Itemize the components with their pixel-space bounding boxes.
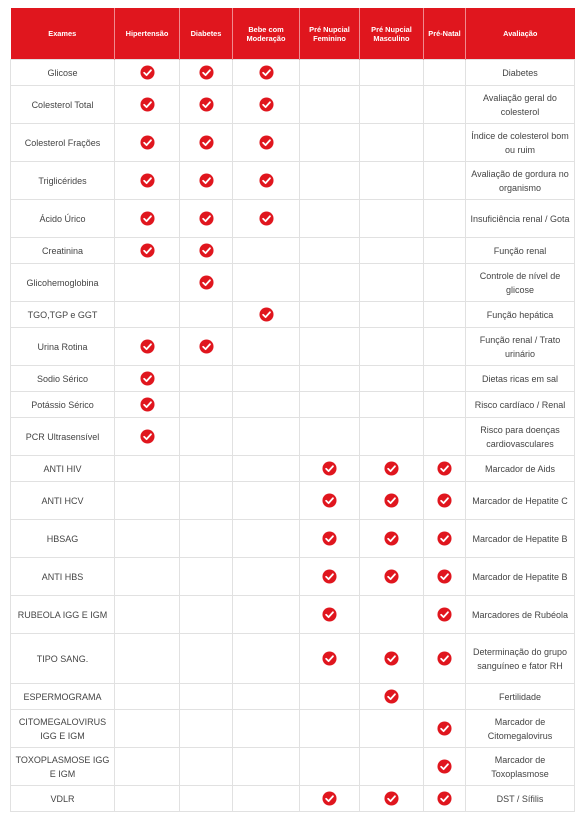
check-cell <box>115 558 180 596</box>
check-cell <box>360 200 424 238</box>
evaluation-cell: Avaliação de gordura no organismo <box>466 162 575 200</box>
check-cell <box>424 366 466 392</box>
check-cell <box>360 418 424 456</box>
check-cell <box>233 124 300 162</box>
check-cell <box>424 684 466 710</box>
evaluation-cell: Função hepática <box>466 302 575 328</box>
check-cell <box>360 748 424 786</box>
table-row <box>11 124 575 162</box>
check-cell <box>360 710 424 748</box>
table-row <box>11 456 575 482</box>
check-cell <box>180 710 233 748</box>
exam-name-cell: ESPERMOGRAMA <box>11 684 115 710</box>
check-cell <box>115 60 180 86</box>
check-cell <box>360 392 424 418</box>
check-circle-icon <box>384 691 399 701</box>
check-cell <box>360 596 424 634</box>
check-cell <box>115 710 180 748</box>
check-cell <box>424 634 466 684</box>
check-cell <box>424 418 466 456</box>
check-cell <box>180 482 233 520</box>
check-cell <box>233 710 300 748</box>
check-cell <box>180 264 233 302</box>
check-circle-icon <box>384 533 399 543</box>
evaluation-cell: Marcador de Citomegalovirus <box>466 710 575 748</box>
table-row <box>11 482 575 520</box>
check-circle-icon <box>384 495 399 505</box>
check-cell <box>233 418 300 456</box>
check-cell <box>300 264 360 302</box>
check-circle-icon <box>199 67 214 77</box>
check-cell <box>233 238 300 264</box>
check-cell <box>360 264 424 302</box>
check-cell <box>115 86 180 124</box>
check-circle-icon <box>199 245 214 255</box>
header-row <box>11 8 575 60</box>
check-cell <box>300 60 360 86</box>
exam-name-cell: HBSAG <box>11 520 115 558</box>
check-cell <box>115 124 180 162</box>
check-cell <box>360 558 424 596</box>
table-row <box>11 238 575 264</box>
check-cell <box>424 200 466 238</box>
check-cell <box>360 328 424 366</box>
check-circle-icon <box>259 175 274 185</box>
check-circle-icon <box>140 245 155 255</box>
check-circle-icon <box>384 463 399 473</box>
check-cell <box>233 786 300 812</box>
check-cell <box>424 456 466 482</box>
check-cell <box>233 86 300 124</box>
check-circle-icon <box>140 373 155 383</box>
check-circle-icon <box>437 463 452 473</box>
exam-name-cell: Ácido Úrico <box>11 200 115 238</box>
exam-name-cell: Triglicérides <box>11 162 115 200</box>
check-circle-icon <box>437 495 452 505</box>
evaluation-cell: Diabetes <box>466 60 575 86</box>
table-row <box>11 786 575 812</box>
table-row <box>11 392 575 418</box>
check-cell <box>115 366 180 392</box>
check-circle-icon <box>384 793 399 803</box>
exam-name-cell: Urina Rotina <box>11 328 115 366</box>
exam-name-cell: Creatinina <box>11 238 115 264</box>
check-cell <box>360 366 424 392</box>
check-cell <box>300 366 360 392</box>
check-cell <box>300 786 360 812</box>
evaluation-cell: Determinação do grupo sanguíneo e fator RH <box>466 634 575 684</box>
check-cell <box>424 238 466 264</box>
check-circle-icon <box>322 609 337 619</box>
exam-name-cell: TIPO SANG. <box>11 634 115 684</box>
check-cell <box>180 60 233 86</box>
evaluation-cell: Marcador de Aids <box>466 456 575 482</box>
check-cell <box>115 456 180 482</box>
evaluation-cell: Marcador de Hepatite B <box>466 520 575 558</box>
check-cell <box>360 162 424 200</box>
exam-name-cell: ANTI HIV <box>11 456 115 482</box>
check-cell <box>424 302 466 328</box>
check-circle-icon <box>322 793 337 803</box>
check-cell <box>360 302 424 328</box>
check-cell <box>233 684 300 710</box>
check-circle-icon <box>322 533 337 543</box>
check-cell <box>424 264 466 302</box>
check-cell <box>233 456 300 482</box>
check-cell <box>424 328 466 366</box>
check-cell <box>180 86 233 124</box>
check-circle-icon <box>140 399 155 409</box>
table-body <box>11 60 575 812</box>
check-cell <box>424 60 466 86</box>
check-cell <box>180 366 233 392</box>
check-cell <box>360 456 424 482</box>
check-cell <box>115 328 180 366</box>
check-cell <box>233 200 300 238</box>
exam-name-cell: CITOMEGALOVIRUS IGG E IGM <box>11 710 115 748</box>
evaluation-cell: Marcador de Hepatite C <box>466 482 575 520</box>
exam-name-cell: PCR Ultrasensível <box>11 418 115 456</box>
check-cell <box>360 60 424 86</box>
header-hipertensao: Hipertensão <box>115 8 180 60</box>
check-cell <box>300 392 360 418</box>
check-cell <box>180 200 233 238</box>
check-circle-icon <box>437 761 452 771</box>
check-cell <box>300 162 360 200</box>
check-cell <box>300 124 360 162</box>
check-cell <box>115 200 180 238</box>
check-cell <box>300 558 360 596</box>
check-circle-icon <box>199 213 214 223</box>
check-cell <box>233 302 300 328</box>
check-cell <box>233 264 300 302</box>
header-diabetes: Diabetes <box>180 8 233 60</box>
check-cell <box>115 482 180 520</box>
check-cell <box>360 684 424 710</box>
exam-name-cell: Colesterol Total <box>11 86 115 124</box>
check-circle-icon <box>140 213 155 223</box>
check-circle-icon <box>199 175 214 185</box>
check-cell <box>424 124 466 162</box>
table-row <box>11 596 575 634</box>
table-row <box>11 302 575 328</box>
check-circle-icon <box>437 723 452 733</box>
check-cell <box>180 684 233 710</box>
check-circle-icon <box>259 99 274 109</box>
check-circle-icon <box>259 213 274 223</box>
evaluation-cell: Função renal / Trato urinário <box>466 328 575 366</box>
table-header <box>11 8 575 60</box>
exam-name-cell: RUBEOLA IGG E IGM <box>11 596 115 634</box>
check-cell <box>115 418 180 456</box>
evaluation-cell: Marcador de Hepatite B <box>466 558 575 596</box>
check-cell <box>233 60 300 86</box>
check-circle-icon <box>199 99 214 109</box>
check-circle-icon <box>259 67 274 77</box>
check-cell <box>115 264 180 302</box>
exam-name-cell: Potássio Sérico <box>11 392 115 418</box>
exam-name-cell: ANTI HCV <box>11 482 115 520</box>
check-cell <box>233 520 300 558</box>
evaluation-cell: Insuficiência renal / Gota <box>466 200 575 238</box>
header-bebe-com-moderacao: Bebe com Moderação <box>233 8 300 60</box>
check-cell <box>180 162 233 200</box>
table-row <box>11 328 575 366</box>
check-cell <box>180 418 233 456</box>
check-circle-icon <box>322 463 337 473</box>
evaluation-cell: Fertilidade <box>466 684 575 710</box>
check-cell <box>180 328 233 366</box>
evaluation-cell: Controle de nível de glicose <box>466 264 575 302</box>
check-cell <box>115 238 180 264</box>
header-pre-nupcial-feminino: Pré Nupcial Feminino <box>300 8 360 60</box>
check-circle-icon <box>140 341 155 351</box>
check-cell <box>233 328 300 366</box>
check-cell <box>300 456 360 482</box>
evaluation-cell: Função renal <box>466 238 575 264</box>
table-row <box>11 558 575 596</box>
check-cell <box>300 634 360 684</box>
check-cell <box>300 710 360 748</box>
check-cell <box>424 596 466 634</box>
check-cell <box>180 558 233 596</box>
check-cell <box>300 238 360 264</box>
exam-name-cell: TOXOPLASMOSE IGG E IGM <box>11 748 115 786</box>
check-cell <box>300 328 360 366</box>
evaluation-cell: Dietas ricas em sal <box>466 366 575 392</box>
check-circle-icon <box>384 653 399 663</box>
table-row <box>11 634 575 684</box>
check-cell <box>300 684 360 710</box>
evaluation-cell: Risco cardíaco / Renal <box>466 392 575 418</box>
check-cell <box>180 456 233 482</box>
check-circle-icon <box>322 571 337 581</box>
check-cell <box>233 596 300 634</box>
check-cell <box>180 786 233 812</box>
evaluation-cell: Índice de colesterol bom ou ruim <box>466 124 575 162</box>
check-cell <box>233 366 300 392</box>
check-cell <box>115 634 180 684</box>
check-cell <box>115 520 180 558</box>
check-cell <box>115 302 180 328</box>
check-cell <box>360 238 424 264</box>
check-cell <box>115 748 180 786</box>
check-cell <box>233 392 300 418</box>
check-cell <box>424 748 466 786</box>
check-cell <box>300 302 360 328</box>
check-circle-icon <box>199 341 214 351</box>
evaluation-cell: DST / Sífilis <box>466 786 575 812</box>
check-cell <box>360 786 424 812</box>
check-circle-icon <box>322 495 337 505</box>
check-cell <box>360 634 424 684</box>
check-cell <box>300 200 360 238</box>
check-cell <box>233 634 300 684</box>
check-cell <box>180 520 233 558</box>
check-circle-icon <box>199 277 214 287</box>
table-row <box>11 684 575 710</box>
check-cell <box>115 596 180 634</box>
check-cell <box>424 786 466 812</box>
check-cell <box>180 392 233 418</box>
check-circle-icon <box>199 137 214 147</box>
exam-name-cell: TGO,TGP e GGT <box>11 302 115 328</box>
check-cell <box>233 162 300 200</box>
check-cell <box>233 482 300 520</box>
check-circle-icon <box>437 609 452 619</box>
check-cell <box>424 558 466 596</box>
table-row <box>11 162 575 200</box>
table-row <box>11 366 575 392</box>
check-circle-icon <box>140 67 155 77</box>
table-row <box>11 60 575 86</box>
check-circle-icon <box>259 309 274 319</box>
exams-table <box>10 8 575 812</box>
check-cell <box>424 86 466 124</box>
check-circle-icon <box>140 99 155 109</box>
exam-name-cell: Glicohemoglobina <box>11 264 115 302</box>
check-circle-icon <box>322 653 337 663</box>
check-cell <box>180 302 233 328</box>
check-circle-icon <box>384 571 399 581</box>
check-cell <box>424 392 466 418</box>
check-cell <box>424 520 466 558</box>
check-cell <box>300 520 360 558</box>
check-circle-icon <box>140 137 155 147</box>
evaluation-cell: Marcadores de Rubéola <box>466 596 575 634</box>
check-cell <box>180 634 233 684</box>
header-exames: Exames <box>11 8 115 60</box>
exam-name-cell: Colesterol Frações <box>11 124 115 162</box>
header-pre-nupcial-masculino: Pré Nupcial Masculino <box>360 8 424 60</box>
check-cell <box>233 558 300 596</box>
check-cell <box>360 520 424 558</box>
check-cell <box>115 684 180 710</box>
table-row <box>11 520 575 558</box>
table-row <box>11 200 575 238</box>
check-cell <box>233 748 300 786</box>
exam-name-cell: VDLR <box>11 786 115 812</box>
check-circle-icon <box>437 571 452 581</box>
exam-name-cell: ANTI HBS <box>11 558 115 596</box>
check-cell <box>300 748 360 786</box>
table-row <box>11 86 575 124</box>
check-cell <box>115 392 180 418</box>
check-cell <box>360 86 424 124</box>
check-cell <box>360 482 424 520</box>
check-cell <box>180 238 233 264</box>
check-cell <box>300 86 360 124</box>
table-row <box>11 748 575 786</box>
check-cell <box>360 124 424 162</box>
check-circle-icon <box>437 793 452 803</box>
evaluation-cell: Avaliação geral do colesterol <box>466 86 575 124</box>
check-circle-icon <box>437 653 452 663</box>
header-avaliacao: Avaliação <box>466 8 575 60</box>
check-cell <box>424 482 466 520</box>
check-circle-icon <box>437 533 452 543</box>
evaluation-cell: Marcador de Toxoplasmose <box>466 748 575 786</box>
check-cell <box>424 162 466 200</box>
table-row <box>11 264 575 302</box>
check-cell <box>115 786 180 812</box>
evaluation-cell: Risco para doenças cardiovasculares <box>466 418 575 456</box>
check-circle-icon <box>140 175 155 185</box>
check-cell <box>300 596 360 634</box>
header-pre-natal: Pré-Natal <box>424 8 466 60</box>
check-cell <box>115 162 180 200</box>
check-circle-icon <box>140 431 155 441</box>
check-cell <box>424 710 466 748</box>
check-circle-icon <box>259 137 274 147</box>
check-cell <box>300 482 360 520</box>
check-cell <box>180 748 233 786</box>
check-cell <box>180 124 233 162</box>
exams-table-container <box>10 8 574 812</box>
exam-name-cell: Glicose <box>11 60 115 86</box>
check-cell <box>180 596 233 634</box>
table-row <box>11 418 575 456</box>
exam-name-cell: Sodio Sérico <box>11 366 115 392</box>
table-row <box>11 710 575 748</box>
check-cell <box>300 418 360 456</box>
